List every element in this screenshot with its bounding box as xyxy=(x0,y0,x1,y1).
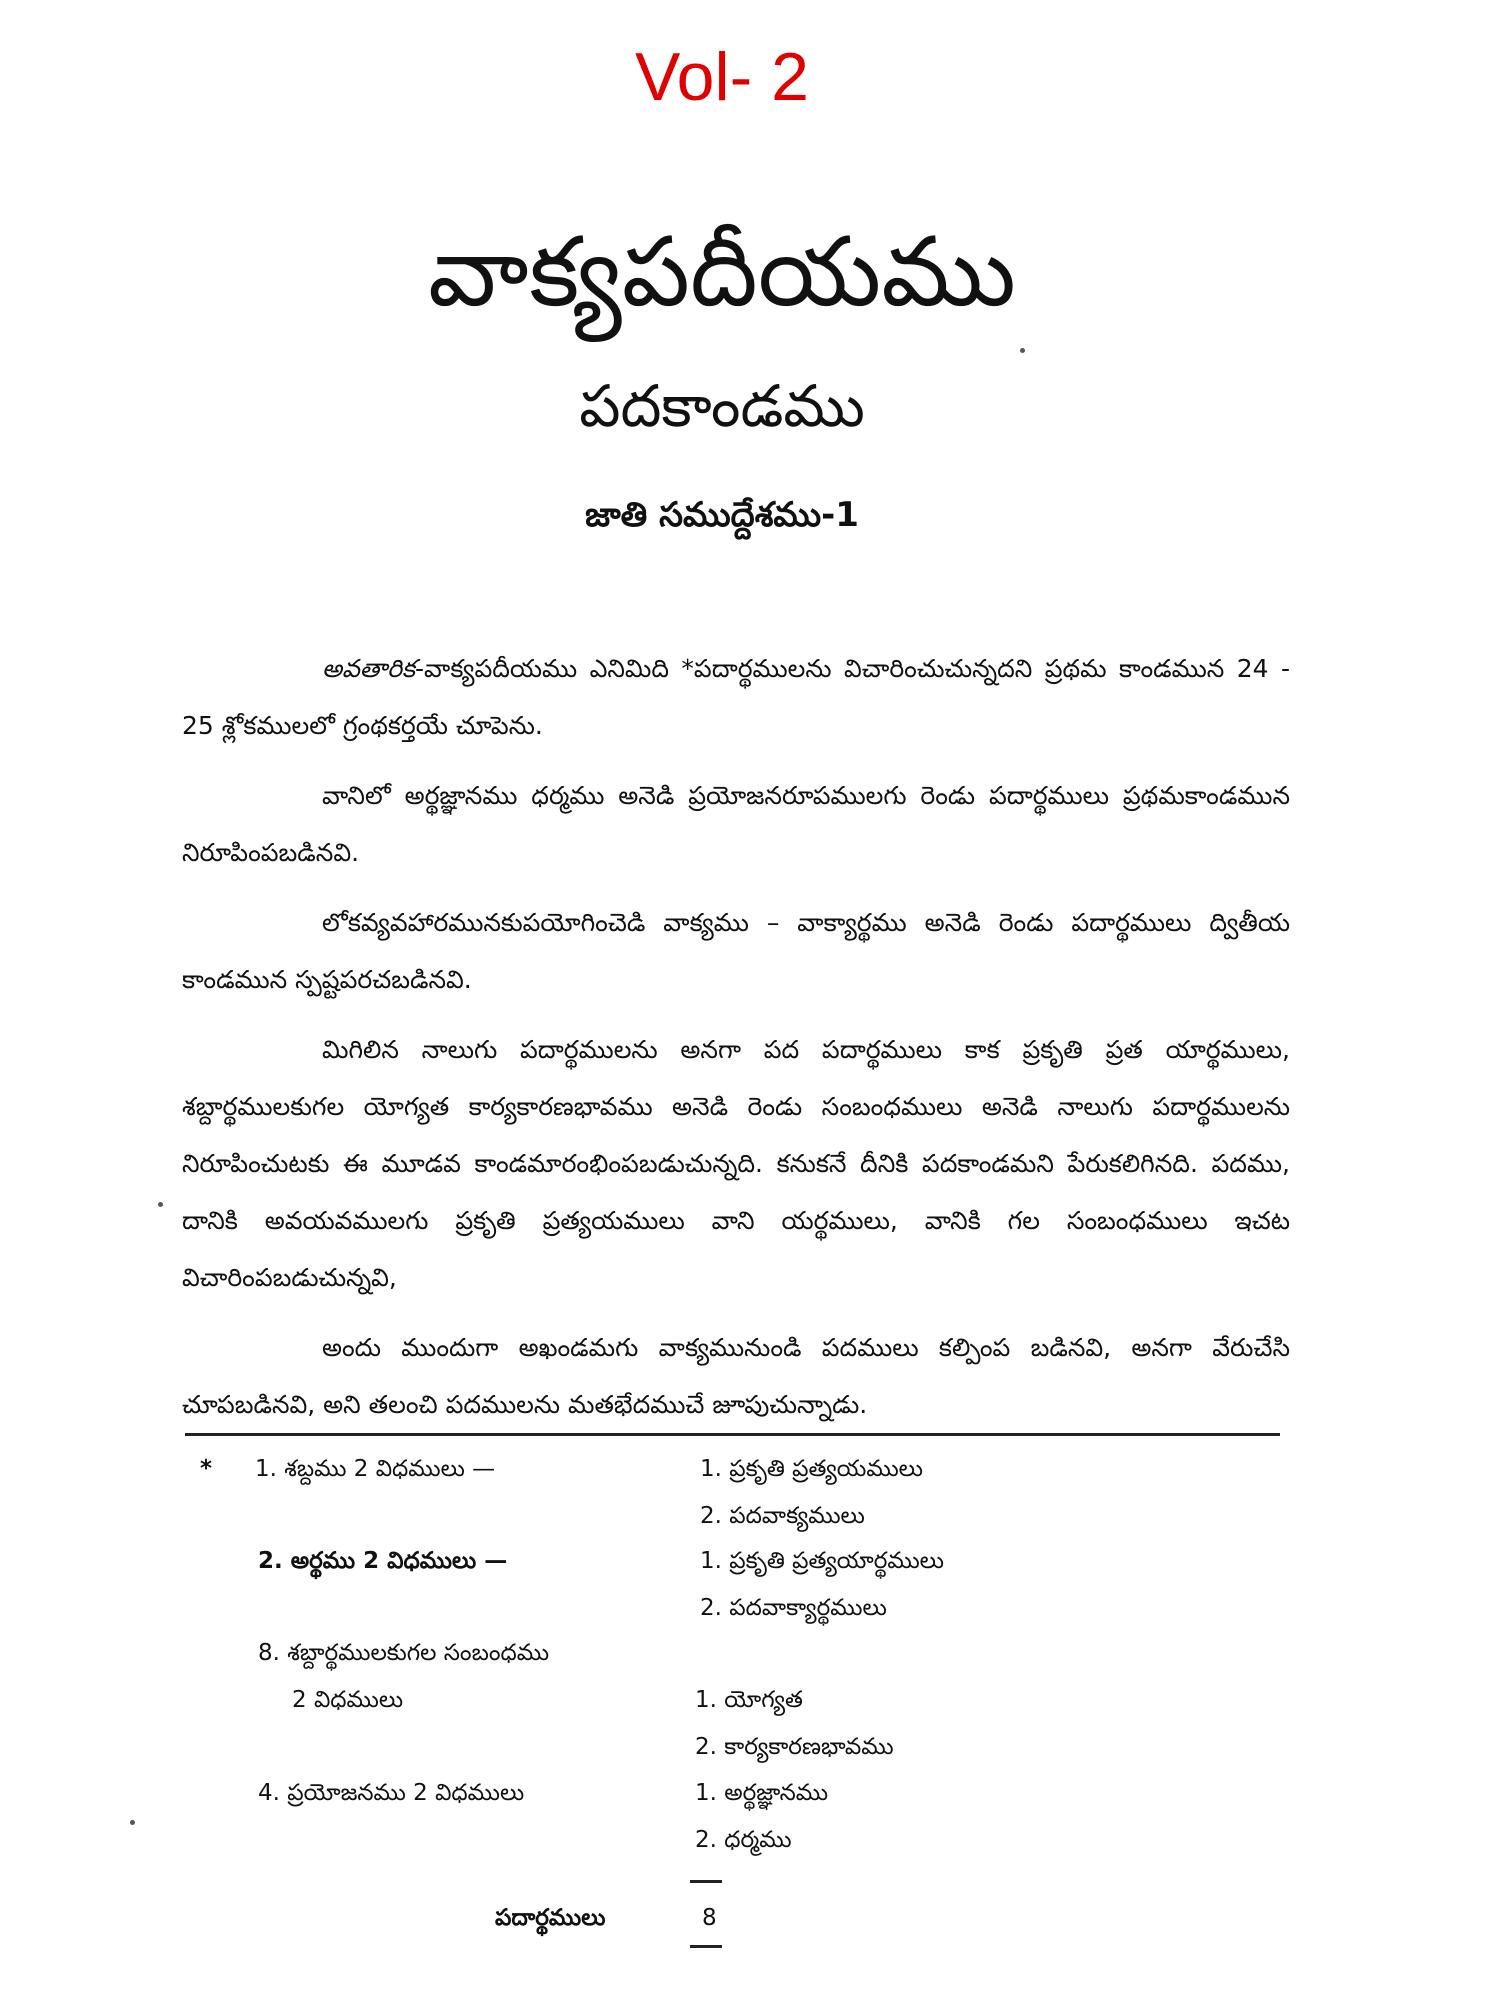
footnote-marker: * xyxy=(200,1456,213,1482)
paragraph-2 xyxy=(182,767,1290,881)
paragraph-lead: అవతారిక xyxy=(322,654,415,683)
footnote-item: 2. ధర్మము xyxy=(695,1827,792,1853)
footnote-item: 2. పదవాక్యములు xyxy=(700,1503,865,1529)
paragraph-5 xyxy=(182,1319,1290,1433)
paragraph-text: మిగిలిన నాలుగు పదార్థములను అనగా పద పదార్థములు కాక ప్రకృతి ప్రత యార్థములు, శబ్దార్థములకుగల యోగ్యత కార్యకారణభావము అనెడి రెండు సంబంధములు అనెడి నాలుగు పదార్థములను నిరూపించుటకు ఈ మూడవ కాండమారంభింపబడుచున్నది. కనుకనే దీనికి పదకాండమని పేరుకలిగినది. పదము, దానికి అవయవములగు ప్రకృతి ప్రత్యయములు వాని యర్థములు, వానికి గల సంబంధములు ఇచట విచారింపబడుచున్నవి, xyxy=(182,1035,1290,1292)
sum-line-top xyxy=(690,1880,722,1883)
footnote-group-label: 2 విధములు xyxy=(292,1687,404,1713)
paragraph-1 xyxy=(182,640,1290,754)
scan-speck xyxy=(158,1202,163,1207)
footnote-group-label: 8. శబ్దార్థములకుగల సంబంధము xyxy=(258,1640,550,1666)
volume-label: Vol- 2 xyxy=(635,39,809,115)
paragraph-text: వానిలో అర్థజ్ఞానము ధర్మము అనెడి ప్రయోజనరూపములగు రెండు పదార్థములు ప్రథమకాండమున నిరూపింపబడినవి. xyxy=(182,781,1290,867)
footnote-group-label: 1. శబ్దము 2 విధములు — xyxy=(255,1456,496,1482)
footnote-group-label: 2. అర్థము 2 విధములు — xyxy=(258,1548,508,1574)
paragraph-3 xyxy=(182,894,1290,1008)
footnote-divider xyxy=(185,1433,1280,1436)
paragraph-text: -వాక్యపదీయము ఎనిమిది *పదార్థములను విచారించుచున్నదని ప్రథమ కాండమున 24 - 25 శ్లోకములలో గ్రంథకర్తయే చూపెను. xyxy=(182,654,1290,740)
footnote-item: 1. ప్రకృతి ప్రత్యయార్థములు xyxy=(700,1548,944,1574)
scan-speck xyxy=(1020,348,1025,353)
body-text xyxy=(182,640,1290,1446)
paragraph-4 xyxy=(182,1021,1290,1306)
footnote-item: 2. కార్యకారణభావము xyxy=(695,1734,894,1760)
page-title: వాక్యపదీయము xyxy=(428,216,1016,328)
footnote-group-label: 4. ప్రయోజనము 2 విధములు xyxy=(258,1780,525,1806)
sum-line-bottom xyxy=(690,1945,722,1948)
footnote-item: 1. ప్రకృతి ప్రత్యయములు xyxy=(700,1456,923,1482)
paragraph-text: అందు ముందుగా అఖండమగు వాక్యమునుండి పదములు కల్పింప బడినవి, అనగా వేరుచేసి చూపబడినవి, అని తలంచి పదములను మతభేదముచే జూపుచున్నాడు. xyxy=(182,1333,1290,1419)
paragraph-text: లోకవ్యవహారమునకుపయోగించెడి వాక్యము – వాక్యార్థము అనెడి రెండు పదార్థములు ద్వితీయ కాండమున స్పష్టపరచబడినవి. xyxy=(182,908,1290,994)
section-heading: జాతి సముద్దేశము-1 xyxy=(585,495,859,535)
footnote-item: 1. అర్థజ్ఞానము xyxy=(695,1780,829,1806)
page-subtitle: పదకాండము xyxy=(579,372,865,440)
scan-speck xyxy=(130,1820,135,1825)
total-value: 8 xyxy=(702,1905,717,1931)
total-label: పదార్థములు xyxy=(495,1905,606,1931)
footnote-item: 2. పదవాక్యార్థములు xyxy=(700,1595,887,1621)
footnote-item: 1. యోగ్యత xyxy=(695,1687,803,1713)
